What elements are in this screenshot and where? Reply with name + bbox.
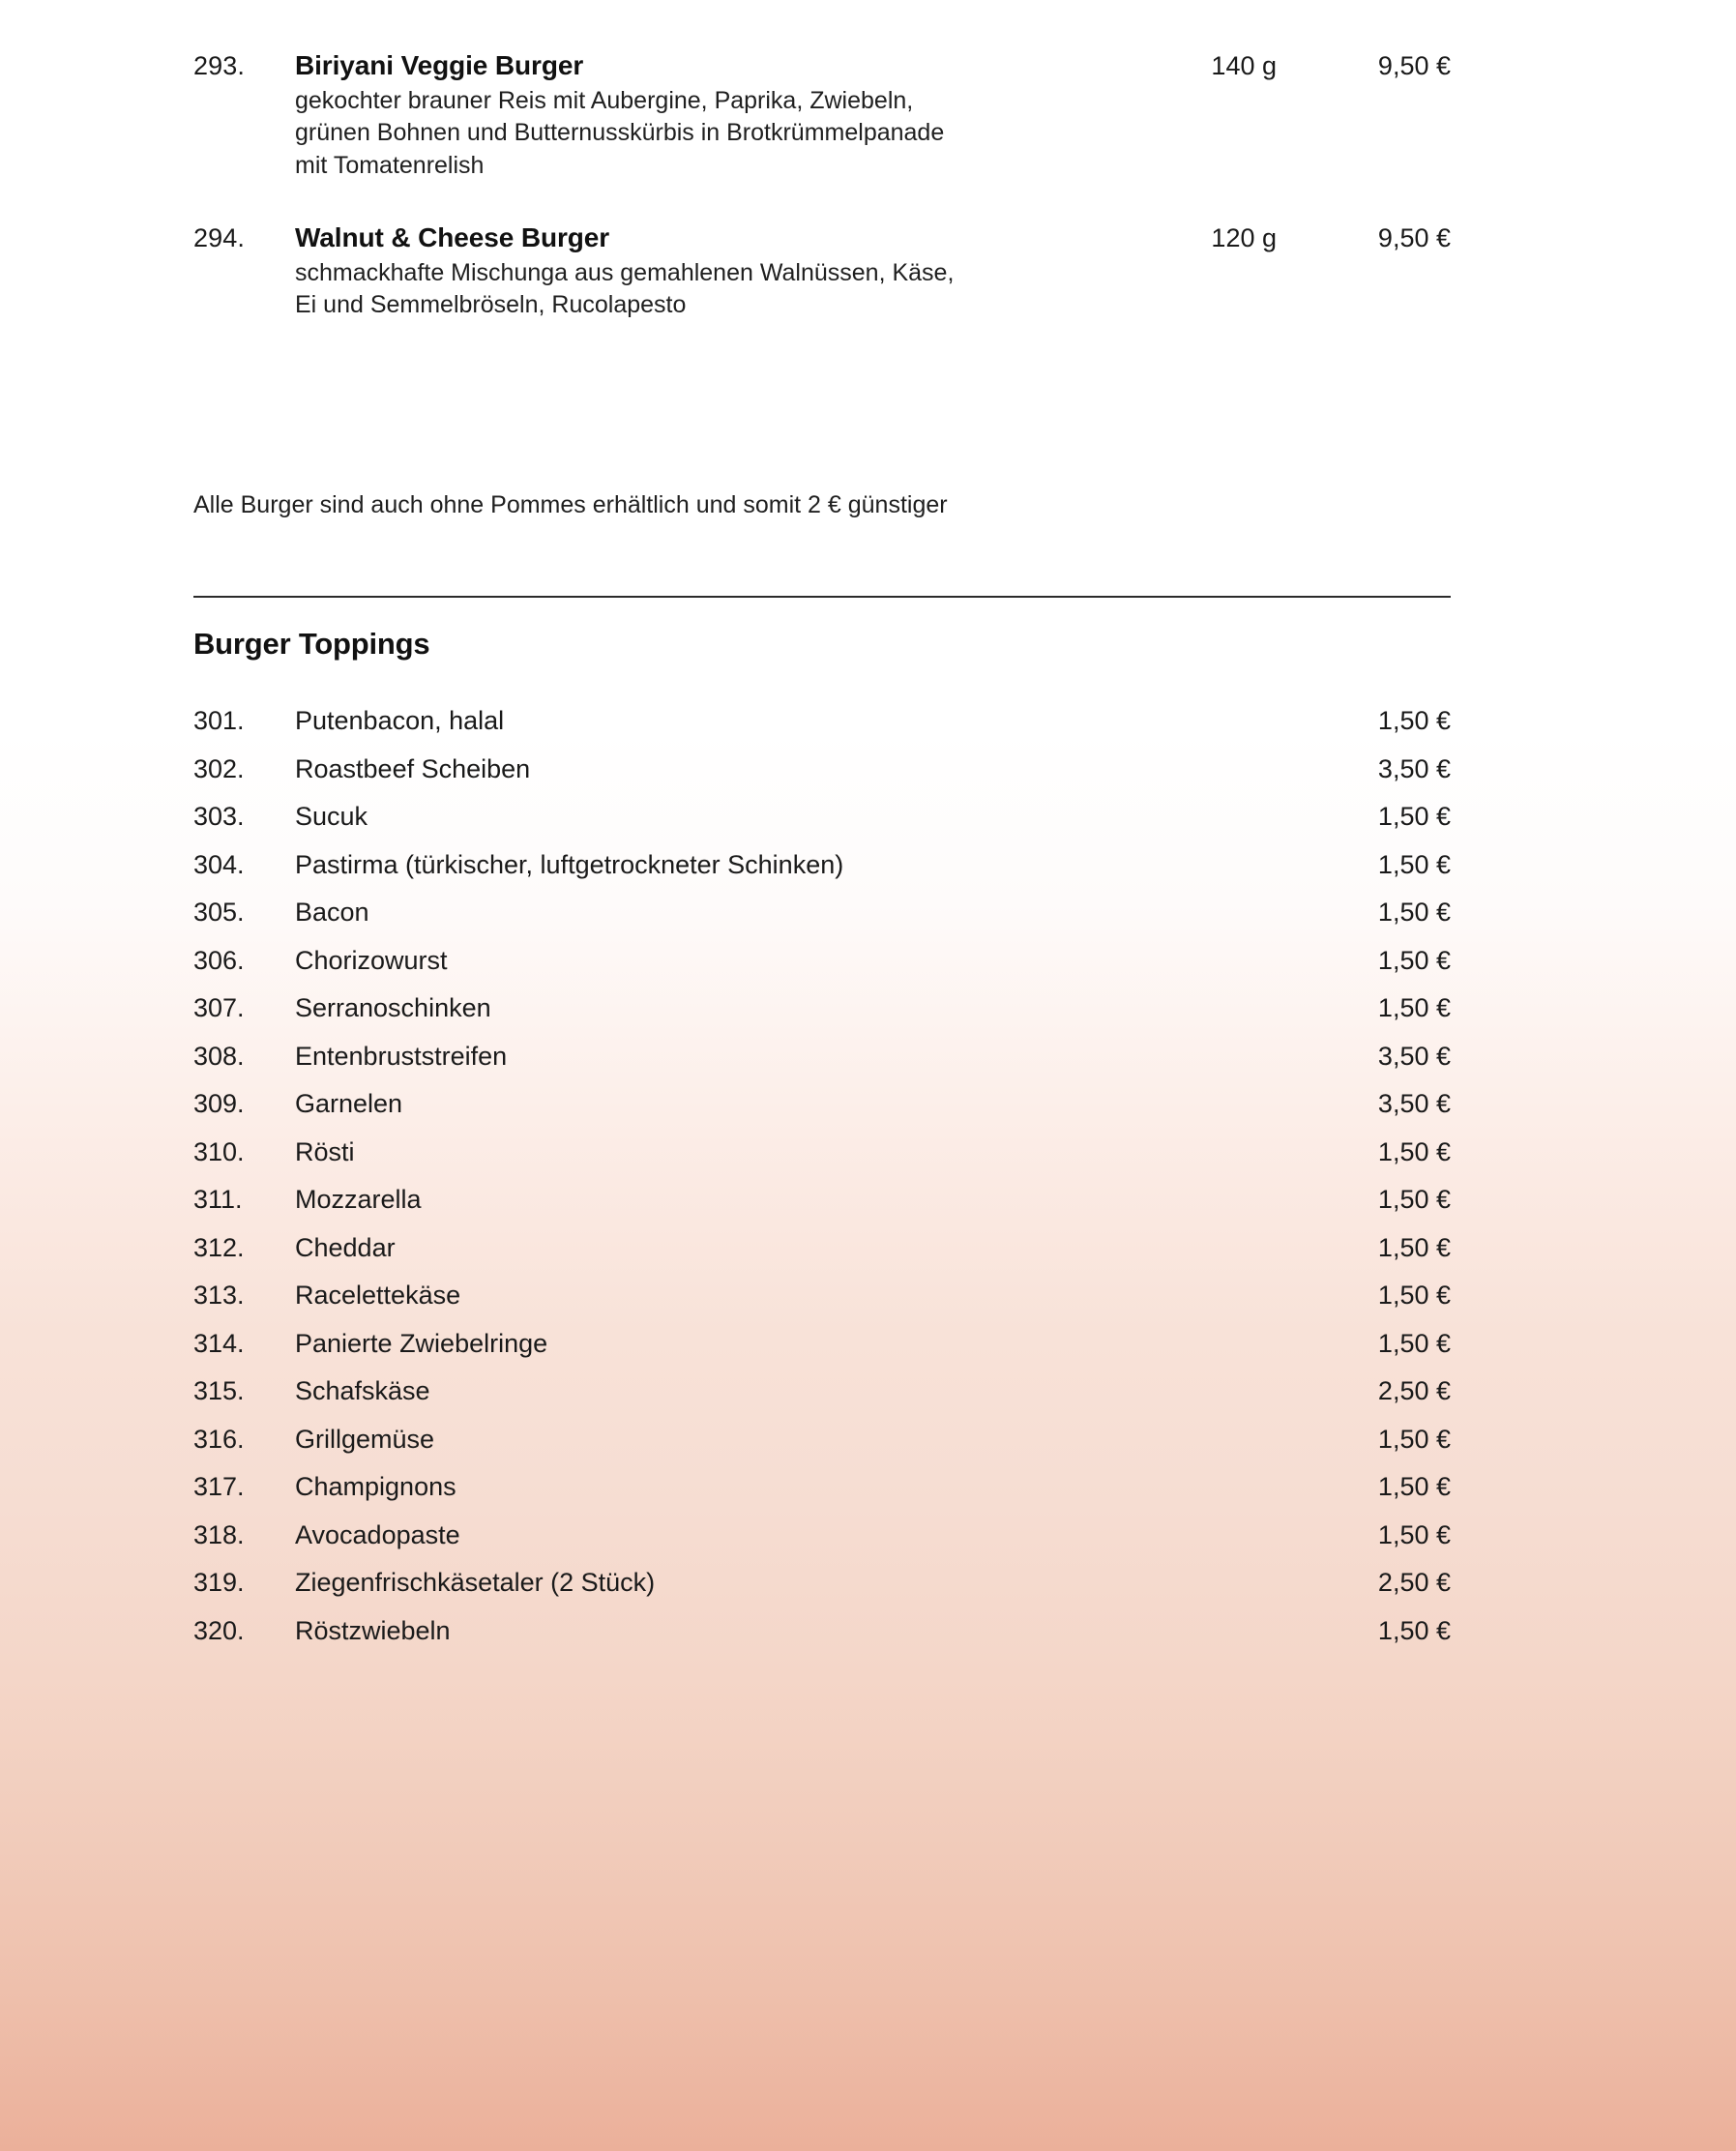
topping-label: Sucuk: [295, 802, 368, 831]
topping-row: [193, 1568, 1451, 1616]
dish-number: 294.: [193, 222, 245, 252]
topping-label: Putenbacon, halal: [295, 706, 505, 735]
topping-row: [193, 1520, 1451, 1569]
topping-row: [193, 1425, 1451, 1473]
topping-label: Pastirma (türkischer, luftgetrockneter Schinken): [295, 849, 844, 879]
topping-row: [193, 706, 1451, 754]
topping-row: [193, 1233, 1451, 1282]
topping-price: 1,50 €: [1377, 1472, 1451, 1501]
topping-label: Panierte Zwiebelringe: [295, 1328, 548, 1358]
dish-weight: 120 g: [1211, 222, 1277, 252]
dish-name: Biriyani Veggie Burger: [295, 50, 584, 80]
topping-price: 1,50 €: [1377, 706, 1451, 735]
topping-price: 1,50 €: [1377, 1328, 1451, 1358]
topping-row: [193, 1376, 1451, 1425]
topping-row: [193, 850, 1451, 899]
topping-label: Schafskäse: [295, 1376, 430, 1405]
topping-number: 305.: [193, 898, 245, 927]
topping-row: [193, 1137, 1451, 1186]
section-divider: [193, 596, 1451, 598]
dish-description-line: schmackhafte Mischunga aus gemahlenen Walnüssen, Käse,: [295, 258, 955, 286]
dish-header: [193, 222, 1451, 253]
topping-price: 1,50 €: [1377, 993, 1451, 1022]
topping-row: [193, 1185, 1451, 1233]
topping-number: 304.: [193, 849, 245, 879]
topping-number: 311.: [193, 1185, 243, 1214]
topping-label: Grillgemüse: [295, 1424, 435, 1454]
topping-price: 3,50 €: [1377, 1041, 1451, 1071]
topping-label: Cheddar: [295, 1232, 396, 1262]
dish-item: [193, 222, 1451, 322]
topping-price: 1,50 €: [1377, 1281, 1451, 1310]
topping-row: [193, 1089, 1451, 1137]
topping-price: 1,50 €: [1377, 1519, 1451, 1549]
topping-label: Roastbeef Scheiben: [295, 753, 531, 783]
topping-price: 1,50 €: [1377, 1424, 1451, 1454]
topping-number: 316.: [193, 1424, 245, 1454]
topping-price: 1,50 €: [1377, 945, 1451, 975]
topping-price: 1,50 €: [1377, 1136, 1451, 1166]
topping-row: [193, 1616, 1451, 1665]
topping-label: Röstzwiebeln: [295, 1615, 451, 1645]
topping-price: 1,50 €: [1377, 802, 1451, 831]
topping-label: Racelettekäse: [295, 1281, 461, 1310]
topping-label: Champignons: [295, 1472, 456, 1501]
dish-description: [295, 85, 1146, 182]
dish-list: [193, 50, 1451, 362]
dish-weight: 140 g: [1211, 51, 1277, 80]
topping-number: 320.: [193, 1615, 245, 1645]
topping-number: 312.: [193, 1232, 245, 1262]
topping-price: 1,50 €: [1377, 849, 1451, 879]
topping-label: Rösti: [295, 1136, 355, 1166]
section-title-burger-toppings: Burger Toppings: [193, 627, 430, 661]
dish-item: [193, 50, 1451, 182]
topping-label: Garnelen: [295, 1089, 403, 1118]
topping-label: Avocadopaste: [295, 1519, 460, 1549]
topping-number: 302.: [193, 753, 245, 783]
dish-description-line: mit Tomatenrelish: [295, 151, 485, 179]
dish-header: [193, 50, 1451, 81]
topping-row: [193, 1281, 1451, 1329]
topping-number: 318.: [193, 1519, 245, 1549]
topping-number: 307.: [193, 993, 245, 1022]
topping-number: 308.: [193, 1041, 245, 1071]
dish-description-line: grünen Bohnen und Butternusskürbis in Brotkrümmelpanade: [295, 119, 945, 147]
dish-name: Walnut & Cheese Burger: [295, 221, 610, 252]
topping-number: 317.: [193, 1472, 245, 1501]
burger-note: Alle Burger sind auch ohne Pommes erhältlich und somit 2 € günstiger: [193, 491, 948, 518]
topping-row: [193, 1472, 1451, 1520]
topping-label: Serranoschinken: [295, 993, 491, 1022]
topping-row: [193, 1329, 1451, 1377]
topping-label: Entenbruststreifen: [295, 1041, 508, 1071]
topping-price: 2,50 €: [1377, 1376, 1451, 1405]
toppings-list: [193, 706, 1451, 1664]
topping-number: 313.: [193, 1281, 245, 1310]
topping-row: [193, 993, 1451, 1042]
dish-description: [295, 257, 1146, 322]
topping-row: [193, 1042, 1451, 1090]
topping-price: 1,50 €: [1377, 1185, 1451, 1214]
topping-number: 319.: [193, 1568, 245, 1597]
topping-price: 2,50 €: [1377, 1568, 1451, 1597]
topping-number: 314.: [193, 1328, 245, 1358]
topping-label: Mozzarella: [295, 1185, 422, 1214]
topping-number: 303.: [193, 802, 245, 831]
topping-row: [193, 754, 1451, 803]
topping-number: 306.: [193, 945, 245, 975]
topping-price: 3,50 €: [1377, 753, 1451, 783]
topping-price: 1,50 €: [1377, 898, 1451, 927]
topping-number: 315.: [193, 1376, 245, 1405]
dish-description-line: gekochter brauner Reis mit Aubergine, Paprika, Zwiebeln,: [295, 87, 914, 114]
topping-row: [193, 802, 1451, 850]
topping-price: 1,50 €: [1377, 1232, 1451, 1262]
topping-row: [193, 946, 1451, 994]
dish-price: 9,50 €: [1377, 222, 1451, 252]
topping-label: Chorizowurst: [295, 945, 448, 975]
topping-number: 309.: [193, 1089, 245, 1118]
dish-description-line: Ei und Semmelbröseln, Rucolapesto: [295, 291, 687, 318]
topping-price: 3,50 €: [1377, 1089, 1451, 1118]
topping-label: Ziegenfrischkäsetaler (2 Stück): [295, 1568, 656, 1597]
topping-number: 310.: [193, 1136, 245, 1166]
dish-price: 9,50 €: [1377, 51, 1451, 80]
topping-price: 1,50 €: [1377, 1615, 1451, 1645]
topping-number: 301.: [193, 706, 245, 735]
topping-row: [193, 898, 1451, 946]
topping-label: Bacon: [295, 898, 369, 927]
dish-number: 293.: [193, 51, 245, 80]
